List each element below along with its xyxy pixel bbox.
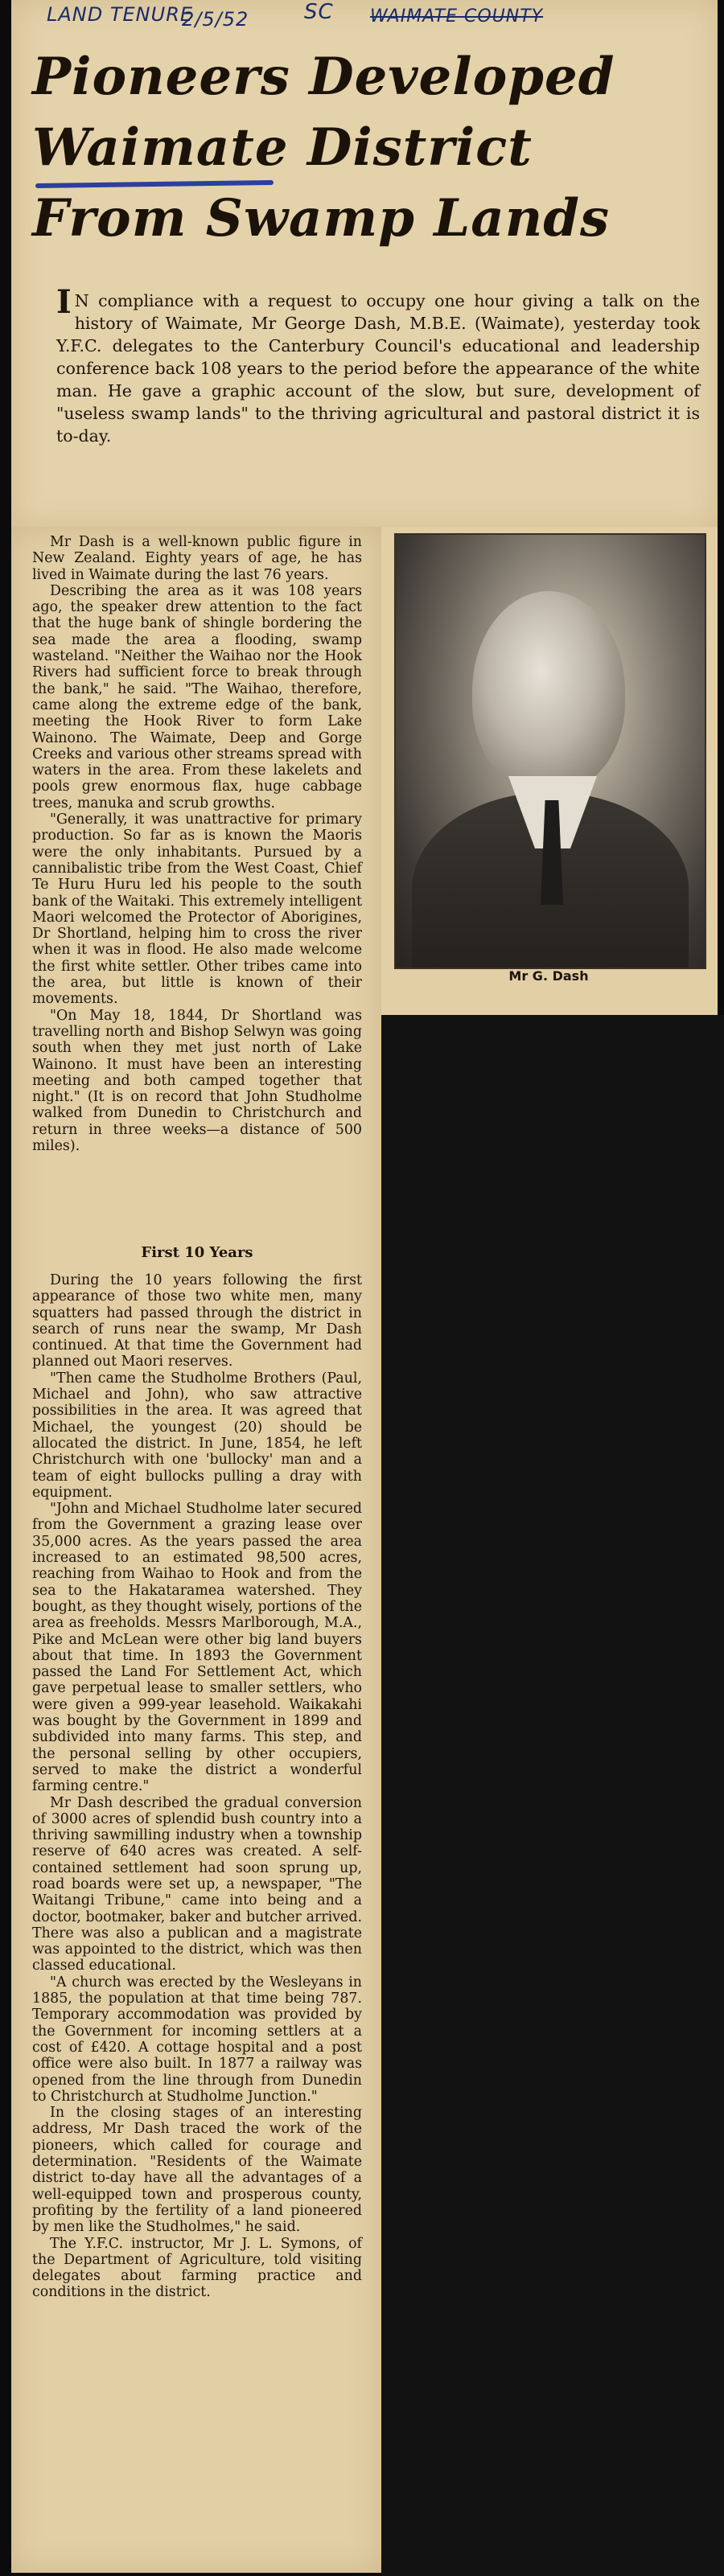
headline [32,42,708,254]
paragraph: Mr Dash described the gradual conversion of 3000 acres of splendid bush country into a thriving sawmilling industry when a township reserve of 640 acres was created. A self-contained settlement had soon sprung up, road boards were set up, a newspaper, "The Waitangi Tribune," came into being and a doctor, bootmaker, baker and butcher arrived. There was also a publican and a magistrate was appointed to the district, which was then classed educational. [32,1794,362,1974]
paragraph: During the 10 years following the first appearance of those two white men, many squatters had passed through the district in search of runs near the swamp, Mr Dash continued. At that time the Government had planned out Maori reserves. [32,1272,362,1370]
paragraph: Describing the area as it was 108 years ago, the speaker drew attention to the fact that the huge bank of shingle bordering the sea made the area a flooding, swamp wasteland. "Neither the Waihao nor the Hook Rivers had sufficient force to break through the bank," he said. "The Waihao, therefore, came along the extreme edge of the bank, meeting the Hook River to form Lake Wainono. The Waimate, Deep and Gorge Creeks and various other streams spread with waters in the area. From these lakelets and pools grew enormous flax, huge cabbage trees, manuka and scrub growths. [32,582,362,811]
headline-line-2: Waimate District [32,117,533,178]
paragraph: In the closing stages of an interesting address, Mr Dash traced the work of the pioneers, which called for courage and determination. "Residents of the Waimate district to-day have all the advantages of a well-equipped town and prosperous county, profiting by the fertility of a land pioneered by men like the Studholmes," he said. [32,2105,362,2236]
intro-text: N compliance with a request to occupy one hour giving a talk on the history of Waimate, Mr George Dash, M.B.E. (Waimate), yesterday took Y.F.C. delegates to the Canterbury Council's educational and leadership conference back 108 years to the period before the appearance of the white man. He gave a graphic account of the slow, but sure, development of "useless swamp lands" to the thriving agricultural and pastoral district it is to-day. [56,291,700,446]
drop-cap: I [56,283,72,321]
paragraph: "John and Michael Studholme later secured from the Government a grazing lease over 35,000 acres. As the years passed the area increased to an estimated 98,500 acres, reaching from Waihao to Hook and from the sea to the Hakataramea watershed. They bought, as they thought wisely, portions of the area as freeholds. Messrs Marlborough, M.A., Pike and McLean were other big land buyers about that time. In 1893 the Government passed the Land For Settlement Act, which gave perpetual lease to smaller settlers, who were given a 999-year leasehold. Waikakahi was bought by the Government in 1899 and subdivided into many farms. This step, and the personal selling by other occupiers, served to make the district a wonderful farming centre." [32,1501,362,1795]
handwritten-date: 2/5/52 [182,8,249,31]
headline-line-1: Pioneers Developed [32,47,615,107]
subheading: First 10 Years [141,1244,253,1261]
paragraph: "On May 18, 1844, Dr Shortland was travelling north and Bishop Selwyn was going south when they met just north of Lake Wainono. It must have been an interesting meeting and both camped together that night." (It is on record that John Studholme walked from Dunedin to Christchurch and return in three weeks—a distance of 500 miles). [32,1007,362,1154]
article-column-1 [32,534,362,1154]
empty-dark-area [381,1015,724,2576]
paragraph: Mr Dash is a well-known public figure in New Zealand. Eighty years of age, he has lived in Waimate during the last 76 years. [32,534,362,583]
handwritten-code: SC [304,0,334,24]
article-column-2 [32,1272,362,2301]
headline-line-3: From Swamp Lands [32,188,611,249]
handwritten-note-right: WAIMATE COUNTY [370,6,544,27]
paragraph: "Then came the Studholme Brothers (Paul, Michael and John), who saw attractive possibilities in the area. It was agreed that Michael, the youngest (20) should be allocated the district. In June, 1854, he left Christchurch with one 'bullocky' man and a team of eight bullocks pulling a dray with equipment. [32,1370,362,1501]
handwritten-note-left: LAND TENURE [47,3,194,26]
intro-paragraph [56,283,700,447]
paragraph: The Y.F.C. instructor, Mr J. L. Symons, of the Department of Agriculture, told visiting delegates about farming practice and conditions in the district. [32,2235,362,2301]
portrait-photo [394,533,706,969]
paragraph: "Generally, it was unattractive for primary production. So far as is known the Maoris were the only inhabitants. Pursued by a cannibalistic tribe from the West Coast, Chief Te Huru Huru led his people to the south bank of the Waitaki. This extremely intelligent Maori welcomed the Protector of Aborigines, Dr Shortland, helping him to cross the river when it was in flood. He also made welcome the first white settler. Other tribes came into the area, but little is known of their movements. [32,811,362,1008]
paragraph: "A church was erected by the Wesleyans in 1885, the population at that time being 787. Temporary accommodation was provided by the Government for incoming settlers at a cost of £420. A cottage hospital and a post office were also built. In 1877 a railway was opened from the line through from Dunedin to Christchurch at Studholme Junction." [32,1974,362,2105]
photo-caption: Mr G. Dash [508,968,589,984]
portrait-head [472,591,625,792]
